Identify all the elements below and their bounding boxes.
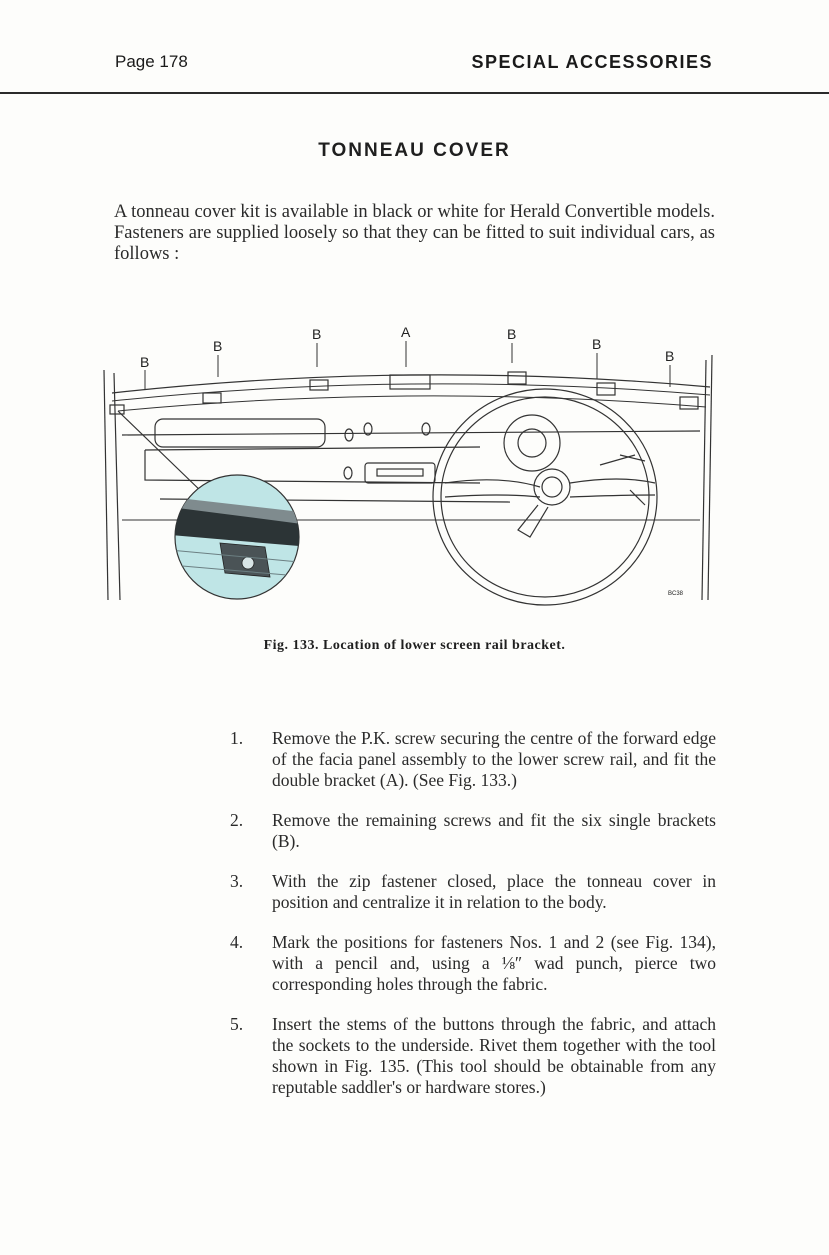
step-number: 3. <box>230 871 244 891</box>
section-heading: SPECIAL ACCESSORIES <box>471 52 713 72</box>
label-b-5: B <box>592 336 602 352</box>
step-text: Insert the stems of the buttons through the fabric, and attach the sockets to the underside. Rivet them together with the tool shown in Fig. 135. (This tool should be obtainable from any reputable saddler's or hardware stores.) <box>272 1014 716 1097</box>
instruction-steps <box>230 728 716 1117</box>
figure-caption: Fig. 133. Location of lower screen rail bracket. <box>263 638 566 653</box>
step-number: 1. <box>230 728 244 748</box>
figure-ref-code: BC38 <box>668 591 684 597</box>
label-b-6: B <box>665 348 675 364</box>
dashboard-illustration <box>100 315 720 615</box>
step-text: Mark the positions for fasteners Nos. 1 and 2 (see Fig. 134), with a pencil and, using a ⅛″ wad punch, pierce two corresponding holes through the fabric. <box>272 932 716 994</box>
label-b-4: B <box>507 326 517 342</box>
list-item <box>230 932 716 995</box>
header-rule <box>0 92 829 94</box>
step-number: 5. <box>230 1014 244 1034</box>
label-b-1: B <box>140 354 150 370</box>
list-item <box>230 728 716 791</box>
label-b-3: B <box>312 326 322 342</box>
step-number: 2. <box>230 810 244 830</box>
list-item <box>230 810 716 852</box>
list-item <box>230 1014 716 1098</box>
step-text: Remove the P.K. screw securing the centre of the forward edge of the facia panel assembly to the lower screw rail, and fit the double bracket (A). (See Fig. 133.) <box>272 728 716 790</box>
step-text: With the zip fastener closed, place the tonneau cover in position and centralize it in relation to the body. <box>272 871 716 912</box>
inset-zoom-detail <box>170 475 310 599</box>
step-number: 4. <box>230 932 244 952</box>
page-title: TONNEAU COVER <box>318 140 511 161</box>
label-a: A <box>401 324 411 340</box>
intro-paragraph: A tonneau cover kit is available in black or white for Herald Convertible models. Fasteners are supplied loosely so that they can be fitted to suit individual cars, as follows : <box>114 202 715 264</box>
page-number: Page 178 <box>115 52 188 71</box>
label-b-2: B <box>213 338 223 354</box>
list-item <box>230 871 716 913</box>
step-text: Remove the remaining screws and fit the six single brackets (B). <box>272 810 716 851</box>
